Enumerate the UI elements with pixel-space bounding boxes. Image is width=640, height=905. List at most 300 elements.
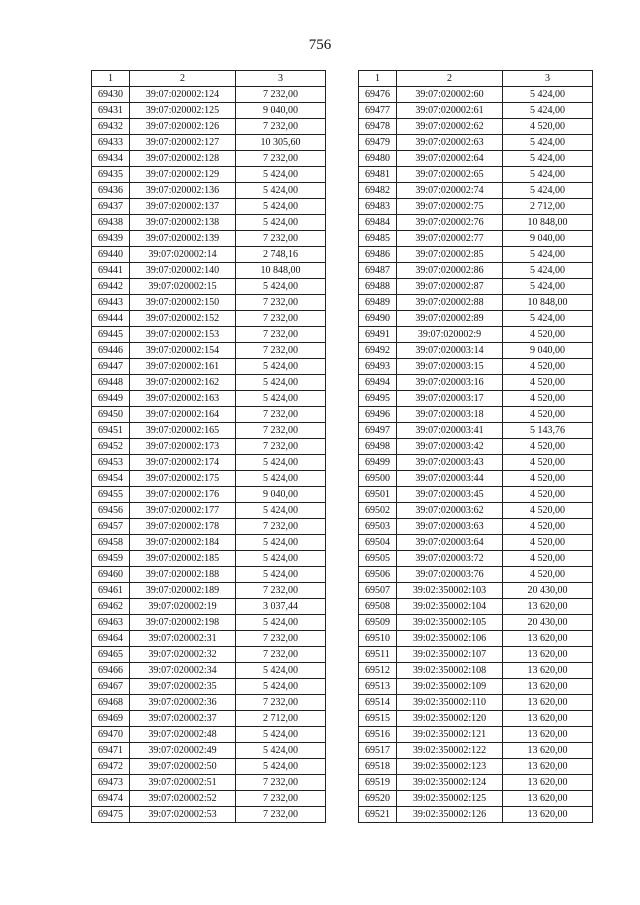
cadastral-number-cell: 39:07:020002:152 [130, 311, 236, 327]
table-row [359, 631, 593, 647]
value-cell: 5 424,00 [503, 247, 593, 263]
cadastral-number-cell: 39:02:350002:120 [397, 711, 503, 727]
row-number-cell: 69495 [359, 391, 397, 407]
row-number-cell: 69493 [359, 359, 397, 375]
cadastral-number-cell: 39:07:020002:19 [130, 599, 236, 615]
cadastral-number-cell: 39:07:020002:86 [397, 263, 503, 279]
value-cell: 5 424,00 [236, 183, 326, 199]
value-cell: 9 040,00 [236, 103, 326, 119]
row-number-cell: 69484 [359, 215, 397, 231]
cadastral-number-cell: 39:07:020002:184 [130, 535, 236, 551]
row-number-cell: 69521 [359, 807, 397, 823]
value-cell: 7 232,00 [236, 695, 326, 711]
row-number-cell: 69510 [359, 631, 397, 647]
column-header-cadastral: 2 [397, 71, 503, 87]
value-cell: 13 620,00 [503, 775, 593, 791]
table-row [359, 471, 593, 487]
table-row [92, 663, 326, 679]
row-number-cell: 69498 [359, 439, 397, 455]
value-cell: 7 232,00 [236, 311, 326, 327]
cadastral-number-cell: 39:07:020002:87 [397, 279, 503, 295]
table-row [92, 247, 326, 263]
cadastral-number-cell: 39:07:020002:188 [130, 567, 236, 583]
table-row [92, 183, 326, 199]
column-header-number: 1 [92, 71, 130, 87]
value-cell: 4 520,00 [503, 535, 593, 551]
row-number-cell: 69436 [92, 183, 130, 199]
cadastral-number-cell: 39:07:020002:85 [397, 247, 503, 263]
value-cell: 4 520,00 [503, 359, 593, 375]
table-row [359, 167, 593, 183]
cadastral-number-cell: 39:02:350002:125 [397, 791, 503, 807]
row-number-cell: 69463 [92, 615, 130, 631]
cadastral-number-cell: 39:07:020002:161 [130, 359, 236, 375]
table-row [359, 455, 593, 471]
row-number-cell: 69483 [359, 199, 397, 215]
row-number-cell: 69473 [92, 775, 130, 791]
value-cell: 4 520,00 [503, 471, 593, 487]
cadastral-number-cell: 39:07:020002:128 [130, 151, 236, 167]
table-row [359, 423, 593, 439]
table-row [359, 583, 593, 599]
table-row [92, 503, 326, 519]
cadastral-number-cell: 39:07:020002:198 [130, 615, 236, 631]
cadastral-number-cell: 39:07:020002:36 [130, 695, 236, 711]
value-cell: 4 520,00 [503, 391, 593, 407]
table-row [92, 135, 326, 151]
row-number-cell: 69456 [92, 503, 130, 519]
value-cell: 5 424,00 [236, 551, 326, 567]
table-row [359, 231, 593, 247]
table-row [359, 407, 593, 423]
row-number-cell: 69452 [92, 439, 130, 455]
table-row [92, 215, 326, 231]
column-header-number: 1 [359, 71, 397, 87]
cadastral-number-cell: 39:07:020002:129 [130, 167, 236, 183]
table-row [359, 215, 593, 231]
row-number-cell: 69433 [92, 135, 130, 151]
value-cell: 9 040,00 [503, 231, 593, 247]
value-cell: 5 424,00 [503, 103, 593, 119]
cadastral-number-cell: 39:07:020003:14 [397, 343, 503, 359]
row-number-cell: 69466 [92, 663, 130, 679]
table-row [92, 791, 326, 807]
row-number-cell: 69448 [92, 375, 130, 391]
cadastral-number-cell: 39:02:350002:126 [397, 807, 503, 823]
value-cell: 4 520,00 [503, 439, 593, 455]
cadastral-number-cell: 39:07:020003:16 [397, 375, 503, 391]
table-row [92, 599, 326, 615]
table-row [359, 135, 593, 151]
table-row [359, 551, 593, 567]
value-cell: 4 520,00 [503, 487, 593, 503]
row-number-cell: 69507 [359, 583, 397, 599]
value-cell: 9 040,00 [503, 343, 593, 359]
table-row [92, 727, 326, 743]
row-number-cell: 69504 [359, 535, 397, 551]
row-number-cell: 69468 [92, 695, 130, 711]
row-number-cell: 69488 [359, 279, 397, 295]
cadastral-number-cell: 39:07:020002:35 [130, 679, 236, 695]
value-cell: 10 848,00 [236, 263, 326, 279]
cadastral-number-cell: 39:07:020003:18 [397, 407, 503, 423]
table-row [359, 311, 593, 327]
table-row [92, 151, 326, 167]
value-cell: 5 424,00 [236, 743, 326, 759]
table-row [92, 759, 326, 775]
row-number-cell: 69491 [359, 327, 397, 343]
value-cell: 4 520,00 [503, 551, 593, 567]
value-cell: 4 520,00 [503, 375, 593, 391]
cadastral-number-cell: 39:02:350002:107 [397, 647, 503, 663]
value-cell: 5 424,00 [236, 759, 326, 775]
value-cell: 2 712,00 [503, 199, 593, 215]
cadastral-number-cell: 39:07:020002:50 [130, 759, 236, 775]
row-number-cell: 69476 [359, 87, 397, 103]
row-number-cell: 69432 [92, 119, 130, 135]
page-number: 756 [308, 37, 332, 53]
cadastral-number-cell: 39:07:020002:137 [130, 199, 236, 215]
row-number-cell: 69506 [359, 567, 397, 583]
cadastral-number-cell: 39:07:020002:139 [130, 231, 236, 247]
value-cell: 5 424,00 [236, 615, 326, 631]
cadastral-number-cell: 39:02:350002:123 [397, 759, 503, 775]
row-number-cell: 69464 [92, 631, 130, 647]
table-row [359, 695, 593, 711]
value-cell: 7 232,00 [236, 343, 326, 359]
cadastral-number-cell: 39:07:020002:62 [397, 119, 503, 135]
row-number-cell: 69509 [359, 615, 397, 631]
row-number-cell: 69442 [92, 279, 130, 295]
row-number-cell: 69447 [92, 359, 130, 375]
row-number-cell: 69496 [359, 407, 397, 423]
cadastral-number-cell: 39:07:020003:41 [397, 423, 503, 439]
row-number-cell: 69459 [92, 551, 130, 567]
row-number-cell: 69512 [359, 663, 397, 679]
value-cell: 5 143,76 [503, 423, 593, 439]
value-cell: 7 232,00 [236, 423, 326, 439]
table-row [92, 375, 326, 391]
cadastral-number-cell: 39:07:020002:60 [397, 87, 503, 103]
row-number-cell: 69435 [92, 167, 130, 183]
value-cell: 7 232,00 [236, 231, 326, 247]
cadastral-number-cell: 39:07:020002:175 [130, 471, 236, 487]
value-cell: 13 620,00 [503, 599, 593, 615]
registry-table-right [358, 70, 593, 823]
row-number-cell: 69430 [92, 87, 130, 103]
value-cell: 20 430,00 [503, 615, 593, 631]
cadastral-number-cell: 39:07:020002:14 [130, 247, 236, 263]
cadastral-number-cell: 39:07:020002:178 [130, 519, 236, 535]
cadastral-number-cell: 39:07:020003:64 [397, 535, 503, 551]
row-number-cell: 69472 [92, 759, 130, 775]
cadastral-number-cell: 39:07:020002:65 [397, 167, 503, 183]
value-cell: 5 424,00 [503, 87, 593, 103]
row-number-cell: 69455 [92, 487, 130, 503]
table-row [92, 551, 326, 567]
value-cell: 13 620,00 [503, 743, 593, 759]
cadastral-number-cell: 39:07:020002:150 [130, 295, 236, 311]
cadastral-number-cell: 39:07:020003:44 [397, 471, 503, 487]
value-cell: 7 232,00 [236, 583, 326, 599]
row-number-cell: 69482 [359, 183, 397, 199]
row-number-cell: 69471 [92, 743, 130, 759]
value-cell: 7 232,00 [236, 647, 326, 663]
row-number-cell: 69492 [359, 343, 397, 359]
table-row [359, 199, 593, 215]
row-number-cell: 69486 [359, 247, 397, 263]
cadastral-number-cell: 39:07:020002:189 [130, 583, 236, 599]
value-cell: 7 232,00 [236, 775, 326, 791]
value-cell: 13 620,00 [503, 791, 593, 807]
value-cell: 5 424,00 [236, 663, 326, 679]
table-row [359, 647, 593, 663]
value-cell: 7 232,00 [236, 407, 326, 423]
value-cell: 5 424,00 [236, 359, 326, 375]
cadastral-number-cell: 39:07:020002:9 [397, 327, 503, 343]
value-cell: 9 040,00 [236, 487, 326, 503]
cadastral-number-cell: 39:07:020002:177 [130, 503, 236, 519]
row-number-cell: 69511 [359, 647, 397, 663]
cadastral-number-cell: 39:02:350002:124 [397, 775, 503, 791]
table-row [359, 391, 593, 407]
value-cell: 7 232,00 [236, 519, 326, 535]
row-number-cell: 69499 [359, 455, 397, 471]
cadastral-number-cell: 39:07:020002:77 [397, 231, 503, 247]
table-row [92, 231, 326, 247]
row-number-cell: 69503 [359, 519, 397, 535]
cadastral-number-cell: 39:02:350002:110 [397, 695, 503, 711]
column-header-value: 3 [503, 71, 593, 87]
table-row [92, 807, 326, 823]
value-cell: 5 424,00 [236, 455, 326, 471]
table-row [359, 439, 593, 455]
cadastral-number-cell: 39:07:020002:52 [130, 791, 236, 807]
value-cell: 10 848,00 [503, 295, 593, 311]
table-row [359, 711, 593, 727]
cadastral-number-cell: 39:07:020003:62 [397, 503, 503, 519]
header-row [359, 71, 593, 87]
value-cell: 5 424,00 [236, 391, 326, 407]
value-cell: 5 424,00 [503, 151, 593, 167]
table-row [359, 663, 593, 679]
table-row [359, 599, 593, 615]
row-number-cell: 69516 [359, 727, 397, 743]
row-number-cell: 69454 [92, 471, 130, 487]
value-cell: 10 305,60 [236, 135, 326, 151]
table-row [92, 567, 326, 583]
value-cell: 2 712,00 [236, 711, 326, 727]
cadastral-number-cell: 39:07:020002:88 [397, 295, 503, 311]
value-cell: 13 620,00 [503, 663, 593, 679]
row-number-cell: 69444 [92, 311, 130, 327]
table-row [359, 807, 593, 823]
table-row [359, 279, 593, 295]
table-row [92, 535, 326, 551]
row-number-cell: 69478 [359, 119, 397, 135]
row-number-cell: 69451 [92, 423, 130, 439]
table-row [359, 103, 593, 119]
row-number-cell: 69438 [92, 215, 130, 231]
table-row [359, 119, 593, 135]
value-cell: 7 232,00 [236, 151, 326, 167]
cadastral-number-cell: 39:07:020002:74 [397, 183, 503, 199]
row-number-cell: 69480 [359, 151, 397, 167]
table-row [92, 439, 326, 455]
table-row [92, 583, 326, 599]
row-number-cell: 69449 [92, 391, 130, 407]
row-number-cell: 69437 [92, 199, 130, 215]
table-row [92, 423, 326, 439]
cadastral-number-cell: 39:07:020002:165 [130, 423, 236, 439]
value-cell: 4 520,00 [503, 119, 593, 135]
column-header-cadastral: 2 [130, 71, 236, 87]
table-row [359, 727, 593, 743]
value-cell: 7 232,00 [236, 295, 326, 311]
cadastral-number-cell: 39:02:350002:108 [397, 663, 503, 679]
row-number-cell: 69460 [92, 567, 130, 583]
row-number-cell: 69501 [359, 487, 397, 503]
cadastral-number-cell: 39:07:020002:124 [130, 87, 236, 103]
value-cell: 5 424,00 [503, 183, 593, 199]
row-number-cell: 69440 [92, 247, 130, 263]
table-row [359, 359, 593, 375]
table-row [92, 679, 326, 695]
table-row [92, 359, 326, 375]
table-row [92, 743, 326, 759]
table-row [92, 279, 326, 295]
cadastral-number-cell: 39:07:020002:64 [397, 151, 503, 167]
row-number-cell: 69446 [92, 343, 130, 359]
cadastral-number-cell: 39:07:020003:76 [397, 567, 503, 583]
cadastral-number-cell: 39:07:020002:61 [397, 103, 503, 119]
row-number-cell: 69441 [92, 263, 130, 279]
row-number-cell: 69500 [359, 471, 397, 487]
table-row [359, 759, 593, 775]
cadastral-number-cell: 39:07:020002:174 [130, 455, 236, 471]
value-cell: 5 424,00 [236, 167, 326, 183]
cadastral-number-cell: 39:07:020002:15 [130, 279, 236, 295]
row-number-cell: 69508 [359, 599, 397, 615]
value-cell: 5 424,00 [236, 215, 326, 231]
cadastral-number-cell: 39:07:020003:43 [397, 455, 503, 471]
cadastral-number-cell: 39:07:020003:15 [397, 359, 503, 375]
row-number-cell: 69517 [359, 743, 397, 759]
row-number-cell: 69462 [92, 599, 130, 615]
row-number-cell: 69461 [92, 583, 130, 599]
value-cell: 5 424,00 [236, 279, 326, 295]
table-row [359, 343, 593, 359]
table-row [359, 375, 593, 391]
table-row [359, 263, 593, 279]
cadastral-number-cell: 39:07:020002:127 [130, 135, 236, 151]
cadastral-number-cell: 39:07:020002:34 [130, 663, 236, 679]
cadastral-number-cell: 39:07:020002:49 [130, 743, 236, 759]
cadastral-number-cell: 39:07:020002:173 [130, 439, 236, 455]
value-cell: 4 520,00 [503, 327, 593, 343]
value-cell: 7 232,00 [236, 791, 326, 807]
cadastral-number-cell: 39:07:020002:126 [130, 119, 236, 135]
value-cell: 7 232,00 [236, 87, 326, 103]
cadastral-number-cell: 39:02:350002:109 [397, 679, 503, 695]
table-row [359, 615, 593, 631]
value-cell: 5 424,00 [236, 567, 326, 583]
table-row [92, 263, 326, 279]
cadastral-number-cell: 39:07:020002:163 [130, 391, 236, 407]
row-number-cell: 69474 [92, 791, 130, 807]
cadastral-number-cell: 39:07:020003:17 [397, 391, 503, 407]
table-row [92, 87, 326, 103]
table-row [359, 743, 593, 759]
table-row [359, 183, 593, 199]
table-row [359, 295, 593, 311]
cadastral-number-cell: 39:07:020003:63 [397, 519, 503, 535]
row-number-cell: 69453 [92, 455, 130, 471]
cadastral-number-cell: 39:07:020002:31 [130, 631, 236, 647]
cadastral-number-cell: 39:02:350002:103 [397, 583, 503, 599]
row-number-cell: 69515 [359, 711, 397, 727]
column-header-value: 3 [236, 71, 326, 87]
value-cell: 3 037,44 [236, 599, 326, 615]
table-row [359, 791, 593, 807]
value-cell: 13 620,00 [503, 759, 593, 775]
header-row [92, 71, 326, 87]
value-cell: 5 424,00 [236, 727, 326, 743]
cadastral-number-cell: 39:07:020003:42 [397, 439, 503, 455]
value-cell: 5 424,00 [503, 167, 593, 183]
value-cell: 5 424,00 [503, 135, 593, 151]
value-cell: 7 232,00 [236, 119, 326, 135]
row-number-cell: 69490 [359, 311, 397, 327]
row-number-cell: 69477 [359, 103, 397, 119]
table-row [359, 487, 593, 503]
table-row [92, 167, 326, 183]
cadastral-number-cell: 39:07:020002:140 [130, 263, 236, 279]
cadastral-number-cell: 39:07:020002:162 [130, 375, 236, 391]
value-cell: 7 232,00 [236, 807, 326, 823]
cadastral-number-cell: 39:07:020002:75 [397, 199, 503, 215]
row-number-cell: 69475 [92, 807, 130, 823]
row-number-cell: 69439 [92, 231, 130, 247]
table-row [92, 695, 326, 711]
cadastral-number-cell: 39:07:020002:32 [130, 647, 236, 663]
value-cell: 13 620,00 [503, 647, 593, 663]
cadastral-number-cell: 39:07:020002:53 [130, 807, 236, 823]
value-cell: 20 430,00 [503, 583, 593, 599]
value-cell: 7 232,00 [236, 631, 326, 647]
value-cell: 5 424,00 [503, 279, 593, 295]
value-cell: 13 620,00 [503, 631, 593, 647]
cadastral-number-cell: 39:07:020002:164 [130, 407, 236, 423]
table-row [359, 87, 593, 103]
row-number-cell: 69469 [92, 711, 130, 727]
row-number-cell: 69457 [92, 519, 130, 535]
row-number-cell: 69479 [359, 135, 397, 151]
cadastral-number-cell: 39:02:350002:122 [397, 743, 503, 759]
value-cell: 5 424,00 [236, 535, 326, 551]
value-cell: 5 424,00 [236, 199, 326, 215]
registry-table-left [91, 70, 326, 823]
table-row [92, 311, 326, 327]
cadastral-number-cell: 39:07:020003:45 [397, 487, 503, 503]
table-row [92, 455, 326, 471]
row-number-cell: 69513 [359, 679, 397, 695]
cadastral-number-cell: 39:02:350002:105 [397, 615, 503, 631]
table-row [92, 631, 326, 647]
table-row [359, 567, 593, 583]
row-number-cell: 69502 [359, 503, 397, 519]
table-row [92, 407, 326, 423]
